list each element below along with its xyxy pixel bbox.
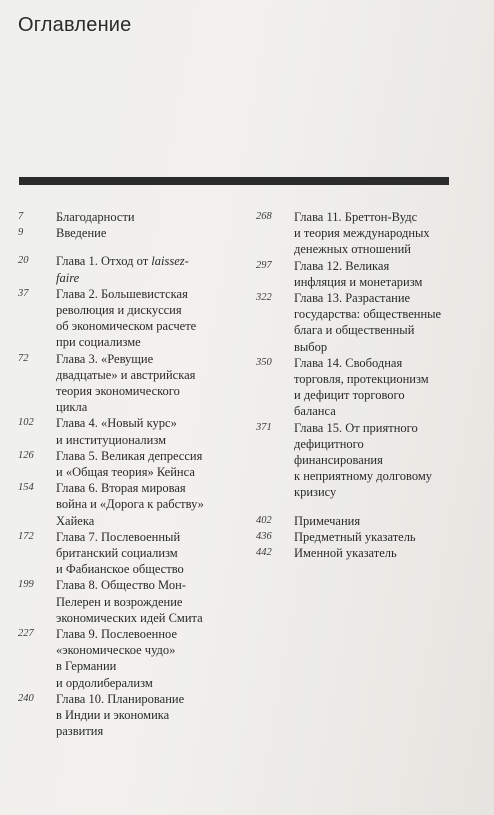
toc-entry-title: Глава 14. Свободная торговля, протекционизм и дефицит торгового баланса [294,355,429,419]
toc-entry-title: Глава 5. Великая депрессия и «Общая теория» Кейнса [56,448,203,480]
toc-page-number: 199 [18,579,34,591]
toc-entry-title: Глава 6. Вторая мировая война и «Дорога к рабству» Хайека [56,481,204,528]
toc-entry-title: Именной указатель [294,546,397,561]
toc-entry[interactable] [18,253,233,285]
toc-entry-title: Глава 8. Общество Мон- Пелерен и возрождение экономических идей Смита [56,578,203,625]
toc-entry-title: Примечания [294,513,361,528]
toc-page-number: 402 [256,514,272,526]
toc-page-number: 227 [18,628,34,640]
toc-entry[interactable] [256,529,481,545]
toc-page-number: 9 [18,227,24,239]
toc-entry-title: Глава 12. Великая инфляция и монетаризм [294,258,423,289]
toc-entry[interactable] [18,691,233,740]
toc-entry-title: Глава 3. «Ревущие двадцатые» и австрийская теория экономического цикла [56,351,196,415]
toc-page-number: 20 [18,255,29,267]
toc-entry[interactable] [18,351,233,416]
toc-entry[interactable] [256,290,481,355]
toc-entry[interactable] [256,355,481,420]
toc-page-number: 102 [18,417,34,429]
toc-page-number: 442 [256,547,272,559]
toc-left-column [18,209,233,740]
toc-entry-title: Глава 4. «Новый курс» и институционализм [56,416,177,447]
toc-page-number: 72 [18,352,29,364]
toc-entry[interactable] [18,225,233,241]
toc-entry-title: Глава 7. Послевоенный британский социализм и Фабианское общество [56,529,184,577]
toc-entry-title: Глава 13. Разрастание государства: общественные блага и общественный выбор [294,291,442,354]
toc-entry-title: Введение [56,226,107,241]
toc-entry[interactable] [18,577,233,626]
toc-entry-title: Глава 1. Отход от laissez- faire [56,254,189,285]
toc-entry-title: Глава 10. Планирование в Индии и экономика развития [56,691,185,739]
toc-entry[interactable] [256,209,481,258]
toc-page-number: 126 [18,449,34,461]
toc-entry[interactable] [256,258,481,290]
toc-entry[interactable] [18,415,233,447]
toc-entry[interactable] [18,209,233,225]
toc-entry-title: Глава 15. От приятного дефицитного финансирования к неприятному долговому кризису [294,420,433,500]
toc-page-number: 268 [256,211,272,222]
toc-entry-title: Глава 9. Послевоенное «экономическое чудо» в Германии и ордолиберализм [56,627,178,690]
toc-page-number: 371 [256,421,272,433]
toc-entry[interactable] [256,545,481,561]
toc-page-number: 172 [18,530,34,542]
page-title: Оглавление [18,14,132,36]
toc-entry[interactable] [18,529,233,578]
toc-page-number: 154 [18,482,34,494]
toc-page-number: 436 [256,530,272,542]
toc-entry[interactable] [256,513,481,529]
toc-page-number: 240 [18,692,34,704]
toc-page-number: 297 [256,259,272,271]
toc-entry-title: Благодарности [56,210,135,224]
toc-entry[interactable] [18,448,233,480]
toc-entry-title: Глава 2. Большевистская революция и дискуссия об экономическом расчете при социализме [56,286,197,350]
toc-entry[interactable] [256,420,481,501]
toc-entry[interactable] [18,626,233,691]
toc-page-number: 37 [18,287,29,299]
toc-entry-title: Предметный указатель [294,529,416,544]
toc-page-number: 7 [18,211,24,222]
toc-page-number: 322 [256,292,272,304]
toc-entry[interactable] [18,480,233,529]
toc-page-number: 350 [256,356,272,368]
toc-right-column [256,209,481,561]
divider-rule [19,177,449,185]
toc-entry-title: Глава 11. Бреттон-Вудс и теория международных денежных отношений [294,210,430,257]
toc-entry[interactable] [18,286,233,351]
